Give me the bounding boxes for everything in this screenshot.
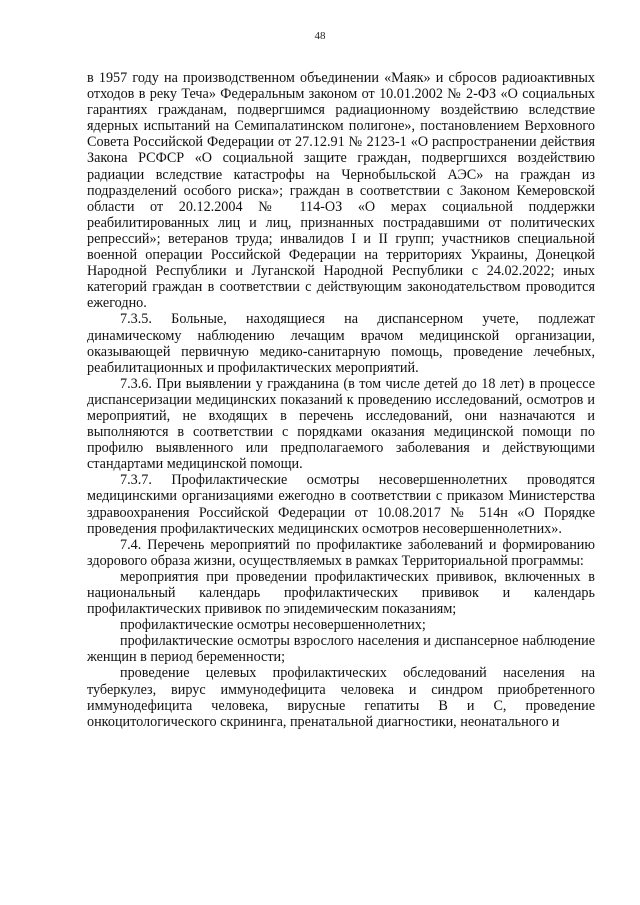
body-text [87,70,595,730]
paragraph-7-3-5: 7.3.5. Больные, находящиеся на диспансерном учете, подлежат динамическому наблюдению лечащим врачом медицинской организации, оказывающей первичную медико-санитарную помощь, проведение лечебных, реабилитационных и профилактических мероприятий. [87,311,595,376]
paragraph-7-3-7: 7.3.7. Профилактические осмотры несовершеннолетних проводятся медицинскими организациями ежегодно в соответствии с приказом Министерства здравоохранения Российской Федерации от 10.08.2017 № 514н «О Порядке проведения профилактических медицинских осмотров несовершеннолетних». [87,472,595,537]
list-item-vaccinations: мероприятия при проведении профилактических прививок, включенных в национальный календарь профилактических прививок и календарь профилактических прививок по эпидемическим показаниям; [87,568,595,618]
paragraph-7-3-6: 7.3.6. При выявлении у гражданина (в том числе детей до 18 лет) в процессе диспансеризации медицинских показаний к проведению исследований, осмотров и мероприятий, не входящих в перечень исследований, они назначаются и выполняются в соответствии с порядками оказания медицинской помощи по профилю выявленного или предполагаемого заболевания и действующими стандартами медицинской помощи. [87,375,595,473]
list-item-minors-exams: профилактические осмотры несовершеннолетних; [120,617,426,634]
paragraph-continuation: в 1957 году на производственном объединении «Маяк» и сбросов радиоактивных отходов в реку Теча» Федеральным законом от 10.01.2002 № 2-ФЗ «О социальных гарантиях гражданам, подвергшимся радиационному воздействию вследствие ядерных испытаний на Семипалатинском полигоне», постановлением Верховного Совета Российской Федерации от 27.12.91 № 2123-1 «О распространении действия Закона РСФСР «О социальной защите граждан, подвергшихся воздействию радиации вследствие катастрофы на Чернобыльской АЭС» на граждан из подразделений особого риска»; граждан в соответствии с Законом Кемеровской области от 20.12.2004 № 114-ОЗ «О мерах социальной поддержки реабилитированных лиц и лиц, признанных пострадавшими от политических репрессий»; ветеранов труда; инвалидов I и II групп; участников специальной военной операции Российской Федерации на территориях Украины, Донецкой Народной Республики и Луганской Народной Республики с 24.02.2022; иных категорий граждан в соответствии с действующим законодательством проводится ежегодно. [87,70,595,312]
list-item-targeted-screening: проведение целевых профилактических обследований населения на туберкулез, вирус иммунодефицита человека и синдром приобретенного иммунодефицита человека, вирусные гепатиты В и С, проведение онкоцитологического скрининга, пренатальной диагностики, неонатального и [87,665,595,730]
list-item-adult-exams: профилактические осмотры взрослого населения и диспансерное наблюдение женщин в период беременности; [87,633,595,666]
page-number: 48 [314,30,326,42]
paragraph-7-4: 7.4. Перечень мероприятий по профилактике заболеваний и формированию здорового образа жизни, осуществляемых в рамках Территориальной программы: [87,536,595,569]
